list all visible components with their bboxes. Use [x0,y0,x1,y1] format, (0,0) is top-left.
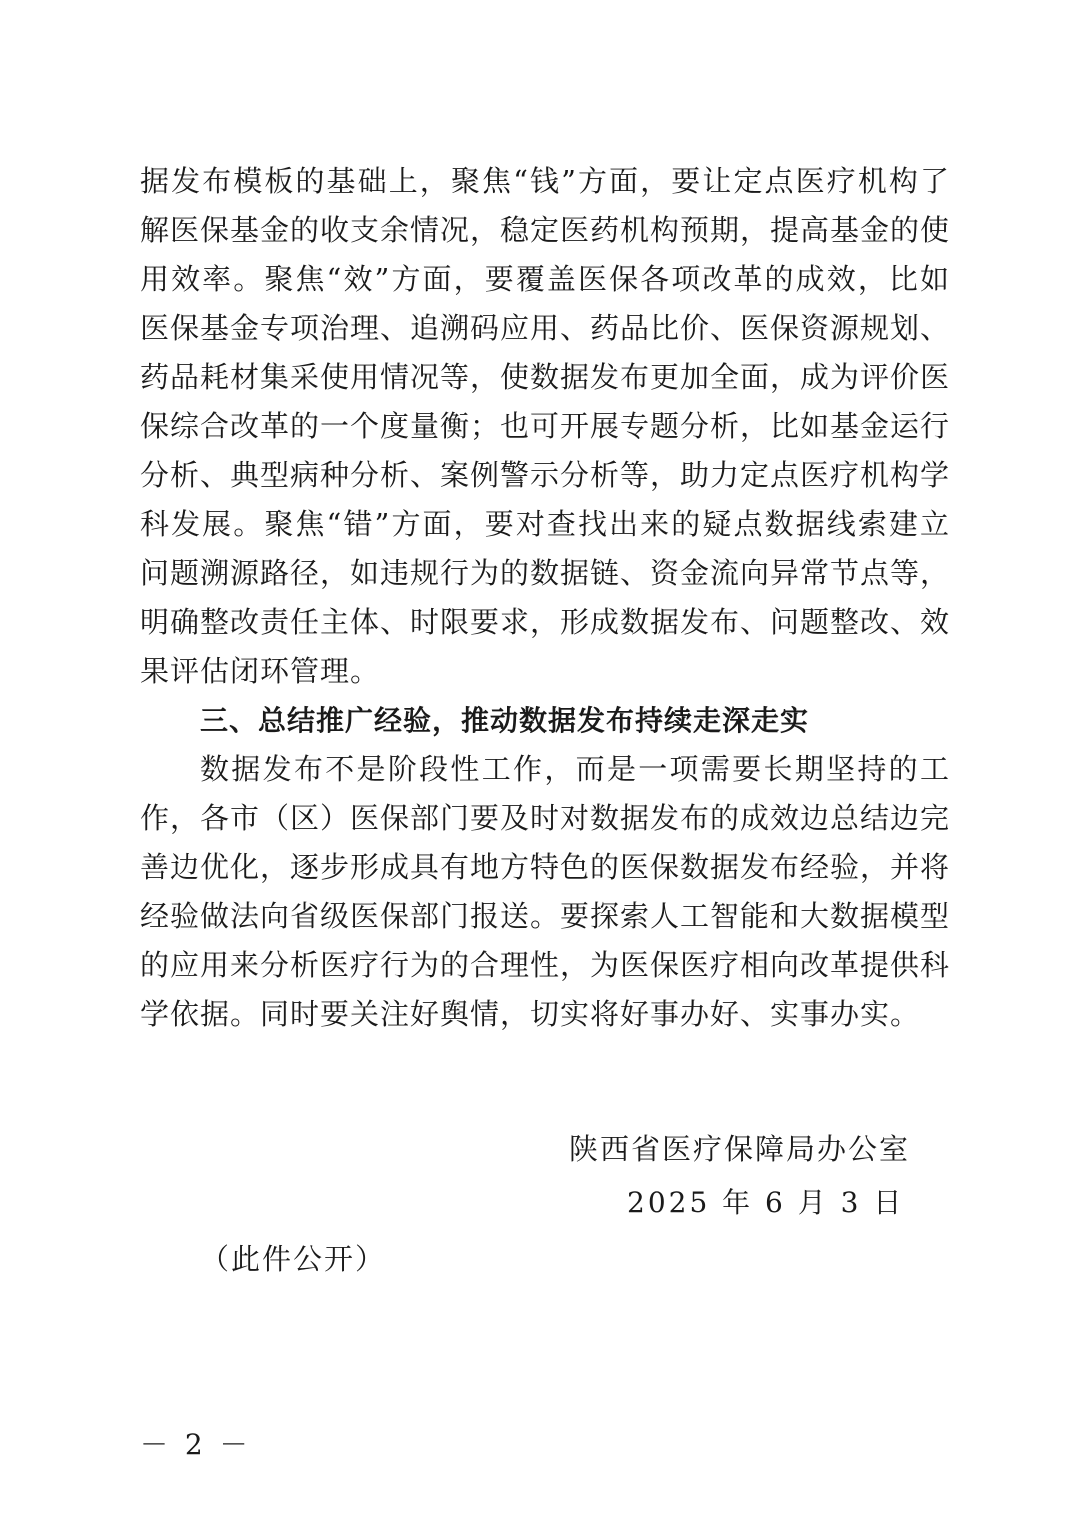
public-note: （此件公开） [200,1242,387,1276]
body-paragraph: 据发布模板的基础上，聚焦“钱”方面，要让定点医疗机构了解医保基金的收支余情况，稳定医药机构预期，提高基金的使用效率。聚焦“效”方面，要覆盖医保各项改革的成效，比如医保基金专项治理、追溯码应用、药品比价、医保资源规划、药品耗材集采使用情况等，使数据发布更加全面，成为评价医保综合改革的一个度量衡；也可开展专题分析，比如基金运行分析、典型病种分析、案例警示分析等，助力定点医疗机构学科发展。聚焦“错”方面，要对查找出来的疑点数据线索建立问题溯源路径，如违规行为的数据链、资金流向异常节点等，明确整改责任主体、时限要求，形成数据发布、问题整改、效果评估闭环管理。 [140,164,951,688]
signature-organization: 陕西省医疗保障局办公室 [569,1132,911,1166]
document-body [140,157,950,1039]
page-number: － 2 － [140,1428,252,1461]
section-heading: 三、总结推广经验，推动数据发布持续走深走实 [200,704,810,737]
signature-date: 2025 年 6 月 3 日 [627,1186,905,1219]
body-paragraph: 数据发布不是阶段性工作，而是一项需要长期坚持的工作，各市（区）医保部门要及时对数据发布的成效边总结边完善边优化，逐步形成具有地方特色的医保数据发布经验，并将经验做法向省级医保部门报送。要探索人工智能和大数据模型的应用来分析医疗行为的合理性，为医保医疗相向改革提供科学依据。同时要关注好舆情，切实将好事办好、实事办实。 [140,752,951,1031]
